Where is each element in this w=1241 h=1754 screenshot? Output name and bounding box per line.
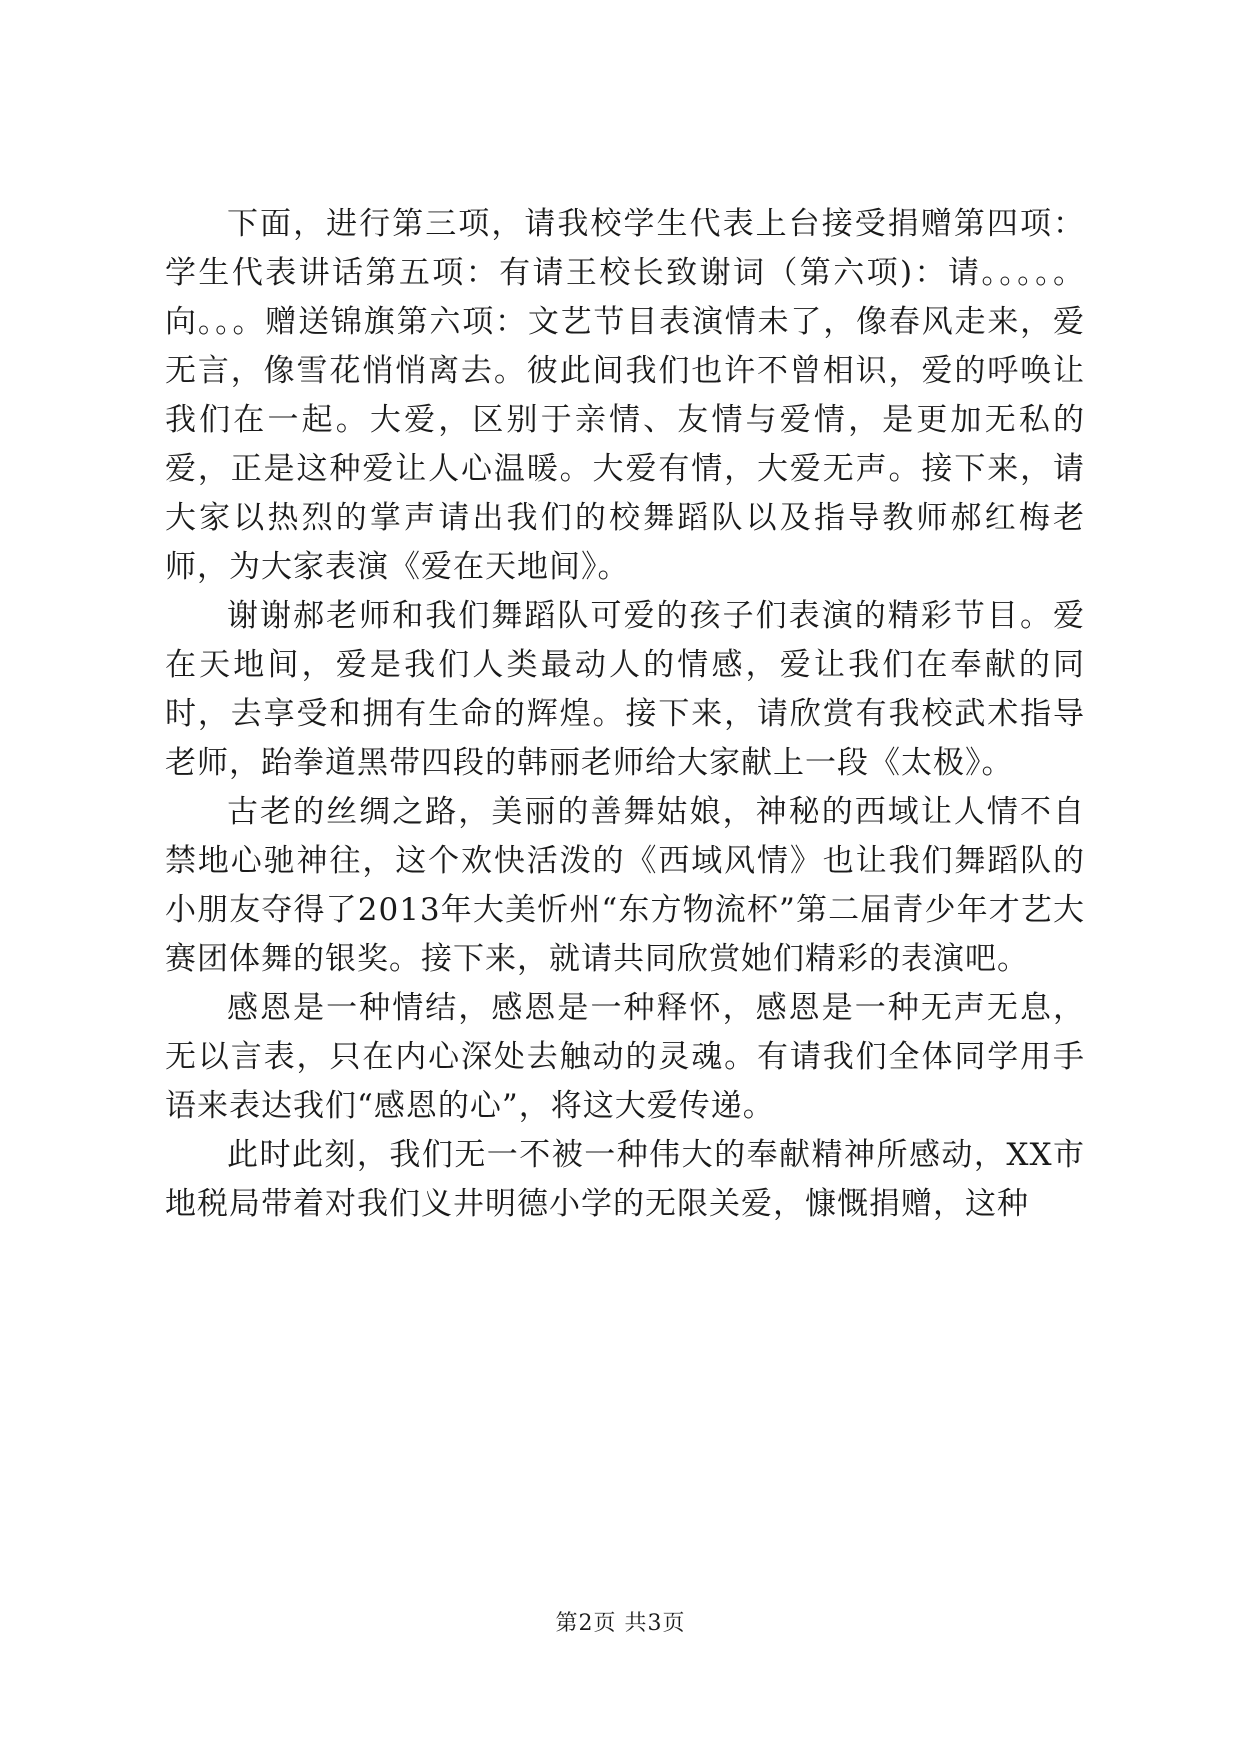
document-body	[165, 200, 1085, 1229]
paragraph-2: 谢谢郝老师和我们舞蹈队可爱的孩子们表演的精彩节目。爱在天地间，爱是我们人类最动人的情感，爱让我们在奉献的同时，去享受和拥有生命的辉煌。接下来，请欣赏有我校武术指导老师，跆拳道黑带四段的韩丽老师给大家献上一段《太极》。	[165, 598, 1085, 781]
page-number-footer: 第2页 共3页	[555, 1611, 686, 1636]
paragraph-5: 此时此刻，我们无一不被一种伟大的奉献精神所感动，XX市地税局带着对我们义井明德小学的无限关爱，慷慨捐赠，这种	[165, 1137, 1085, 1222]
paragraph-4: 感恩是一种情结，感恩是一种释怀，感恩是一种无声无息，无以言表，只在内心深处去触动的灵魂。有请我们全体同学用手语来表达我们“感恩的心”，将这大爱传递。	[165, 990, 1085, 1124]
paragraph-1: 下面，进行第三项，请我校学生代表上台接受捐赠第四项：学生代表讲话第五项：有请王校长致谢词（第六项)：请。。。。。向。。。赠送锦旗第六项：文艺节目表演情未了，像春风走来，爱无言，像雪花悄悄离去。彼此间我们也许不曾相识，爱的呼唤让我们在一起。大爱，区别于亲情、友情与爱情，是更加无私的爱，正是这种爱让人心温暖。大爱有情，大爱无声。接下来，请大家以热烈的掌声请出我们的校舞蹈队以及指导教师郝红梅老师，为大家表演《爱在天地间》。	[165, 206, 1085, 585]
paragraph-3: 古老的丝绸之路，美丽的善舞姑娘，神秘的西域让人情不自禁地心驰神往，这个欢快活泼的《西域风情》也让我们舞蹈队的小朋友夺得了2013年大美忻州“东方物流杯”第二届青少年才艺大赛团体舞的银奖。接下来，就请共同欣赏她们精彩的表演吧。	[165, 794, 1085, 977]
